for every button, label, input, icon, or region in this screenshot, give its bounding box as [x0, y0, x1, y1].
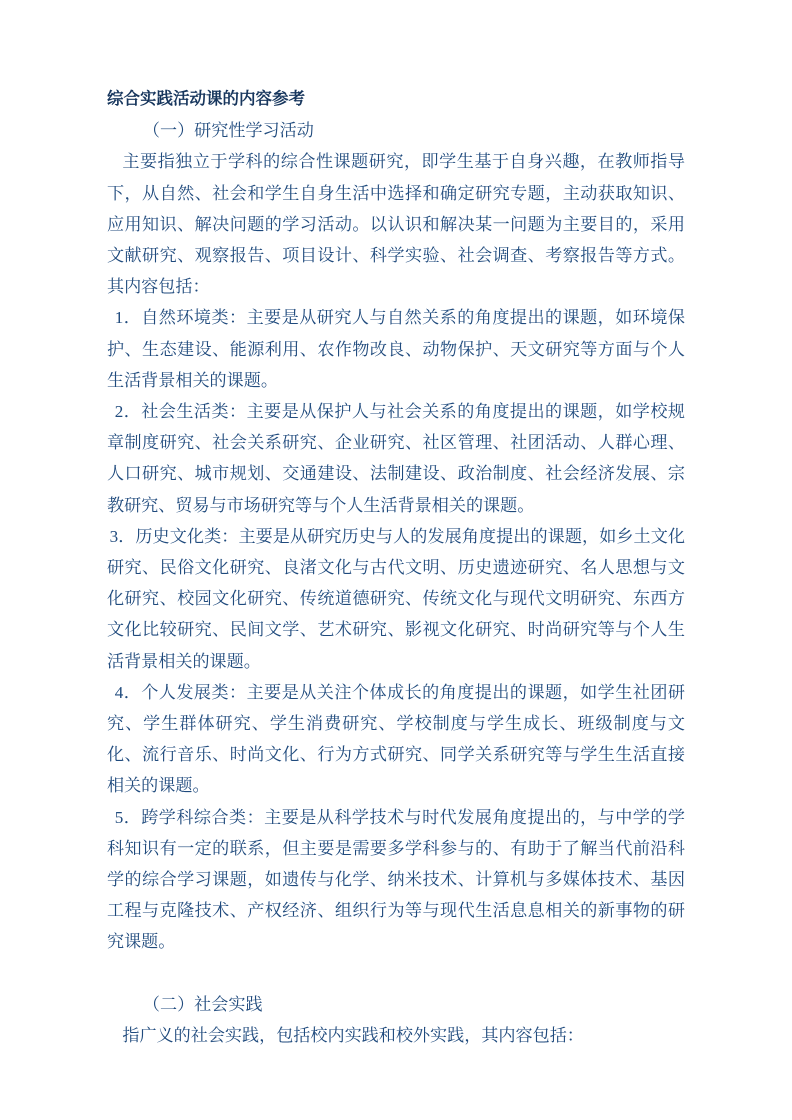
section-heading: （一）研究性学习活动 — [142, 121, 314, 141]
list-item: 5．跨学科综合类：主要是从科学技术与时代发展角度提出的，与中学的学科知识有一定的联系，但主要是需要多学科参与的、有助于了解当代前沿科学的综合学习课题，如遗传与化学、纳米技术、计算机与多媒体技术、基因工程与克隆技术、产权经济、组织行为等与现代生活息息相关的新事物的研究课题。 — [107, 807, 685, 952]
blank-line — [107, 958, 685, 989]
list-item: 4．个人发展类：主要是从关注个体成长的角度提出的课题，如学生社团研究、学生群体研究、学生消费研究、学校制度与学生成长、班级制度与文化、流行音乐、时尚文化、行为方式研究、同学关系研究等与学生生活直接相关的课题。 — [107, 682, 685, 796]
list-item: 2．社会生活类：主要是从保护人与社会关系的角度提出的课题，如学校规章制度研究、社会关系研究、企业研究、社区管理、社团活动、人群心理、人口研究、城市规划、交通建设、法制建设、政治制度、社会经济发展、宗教研究、贸易与市场研究等与个人生活背景相关的课题。 — [107, 402, 685, 515]
page-title: 综合实践活动课的内容参考 — [107, 90, 305, 108]
doc-paragraph: 主要指独立于学科的综合性课题研究，即学生基于自身兴趣，在教师指导下，从自然、社会和学生自身生活中选择和确定研究专题，主动获取知识、应用知识、解决问题的学习活动。以认识和解决某一问题为主要目的，采用文献研究、观察报告、项目设计、科学实验、社会调查、考察报告等方式。其内容包括： — [107, 152, 685, 297]
paragraph-list — [107, 115, 685, 1051]
document-content — [107, 84, 685, 1051]
section-heading: （二）社会实践 — [142, 994, 263, 1014]
list-item: 1．自然环境类：主要是从研究人与自然关系的角度提出的课题，如环境保护、生态建设、能源利用、农作物改良、动物保护、天文研究等方面与个人生活背景相关的课题。 — [107, 308, 685, 390]
doc-paragraph: 指广义的社会实践，包括校内实践和校外实践，其内容包括： — [122, 1026, 584, 1046]
list-item: 3．历史文化类：主要是从研究历史与人的发展角度提出的课题，如乡土文化研究、民俗文化研究、良渚文化与古代文明、历史遗迹研究、名人思想与文化研究、校园文化研究、传统道德研究、传统文化与现代文明研究、东西方文化比较研究、民间文学、艺术研究、影视文化研究、时尚研究等与个人生活背景相关的课题。 — [107, 526, 685, 671]
